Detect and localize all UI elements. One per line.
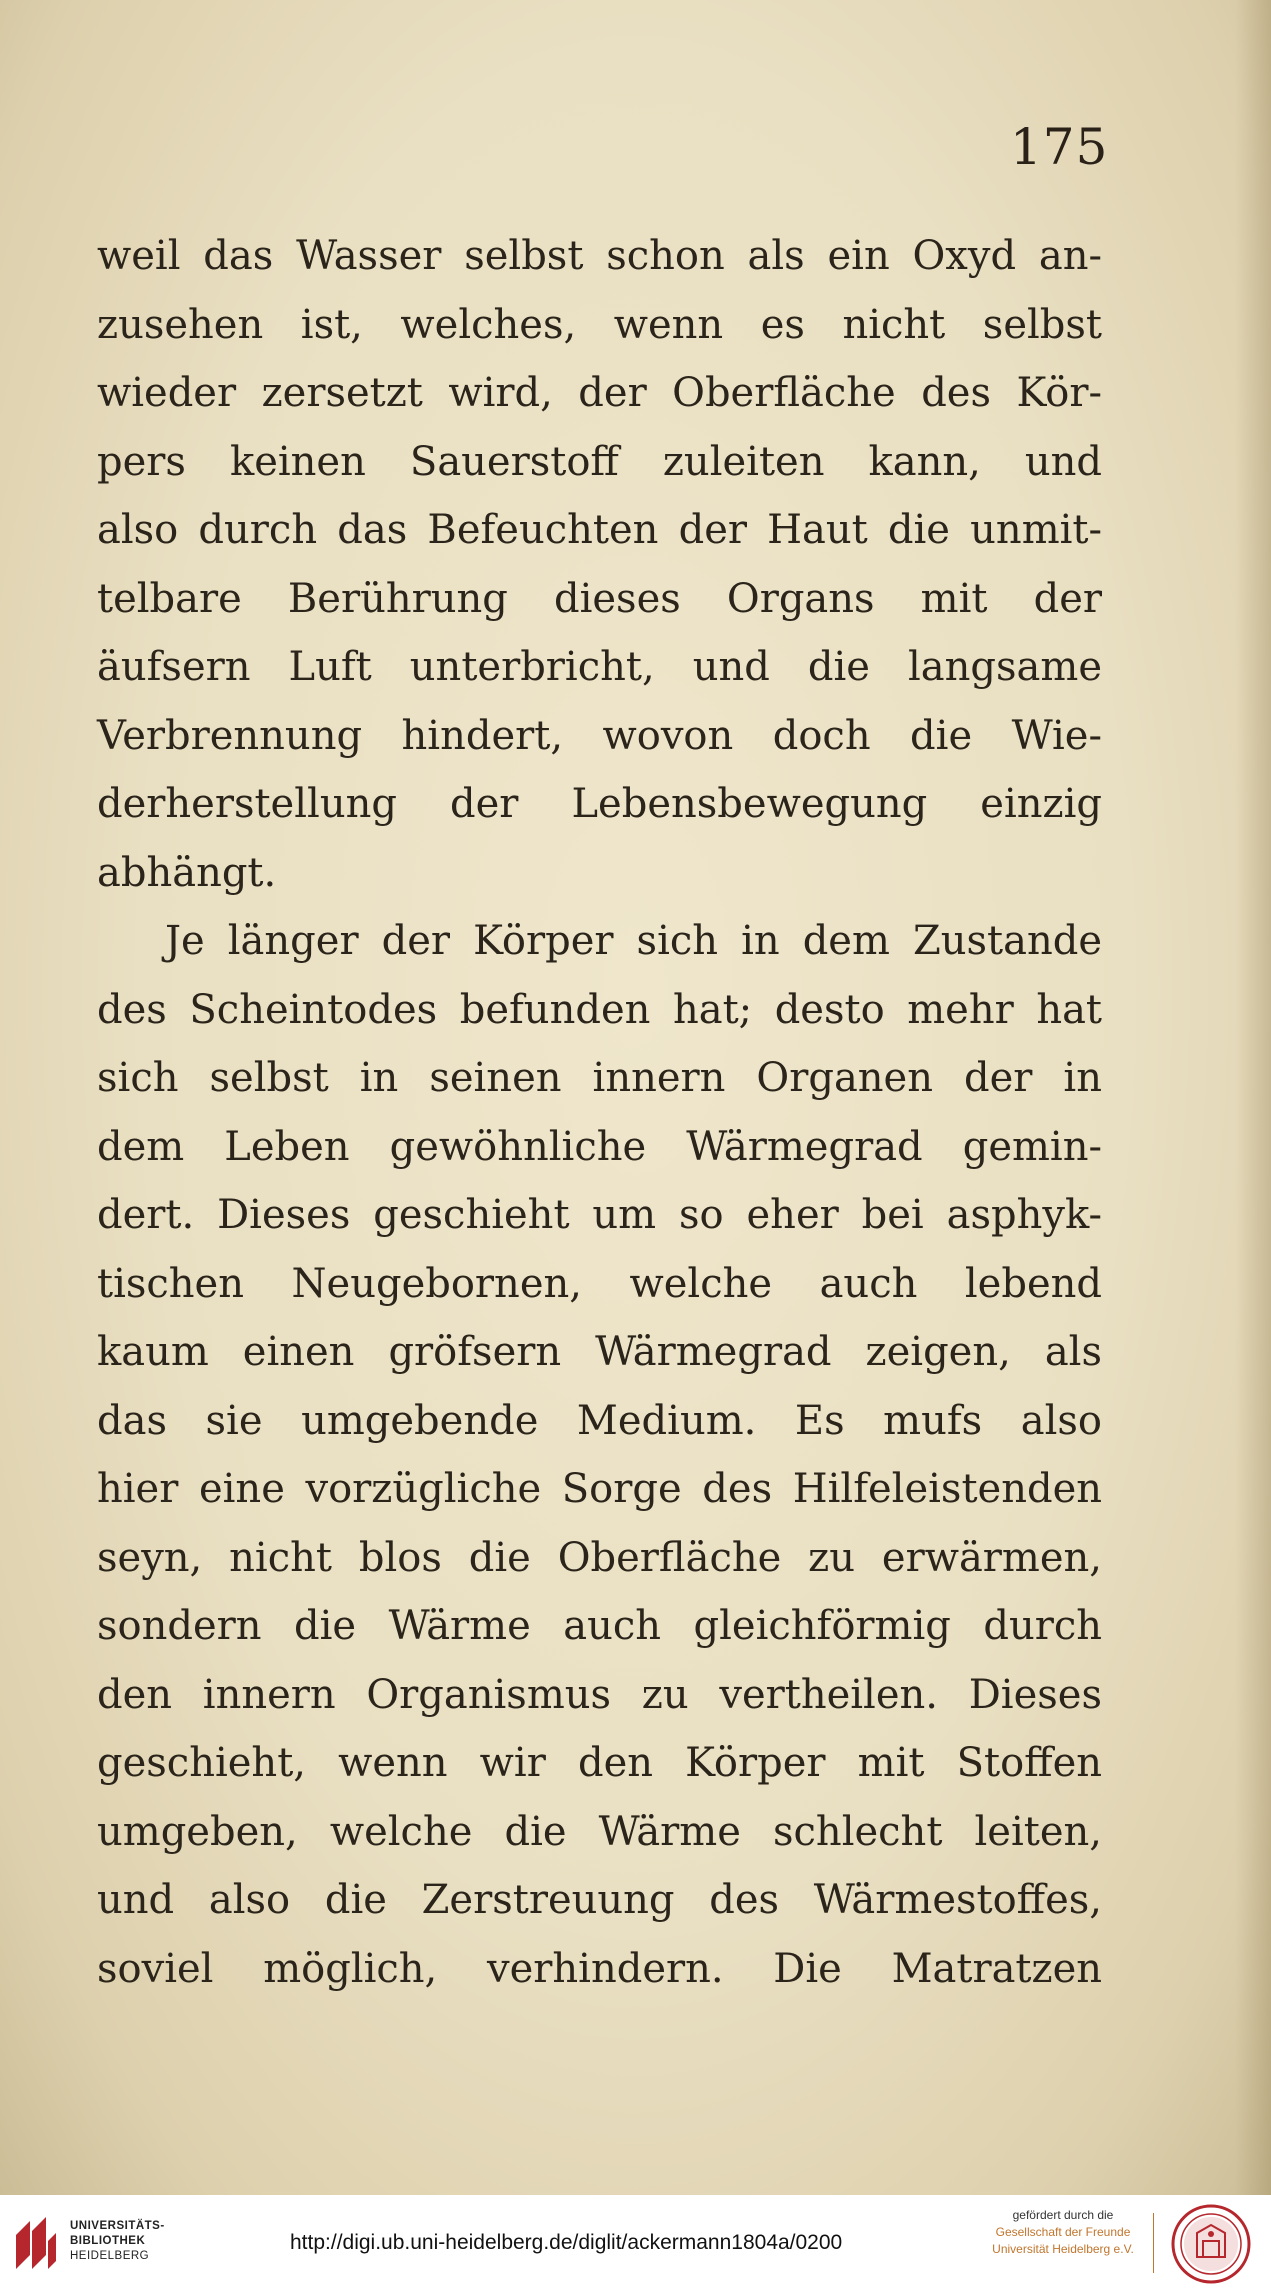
text-line: Verbrennung hindert, wovon doch die Wie- xyxy=(97,712,1102,759)
text-line: weil das Wasser selbst schon als ein Oxyd an- xyxy=(97,233,1102,279)
sponsor-credit xyxy=(983,2207,1143,2258)
text-line: abhängt. xyxy=(97,849,277,896)
paragraph-start-line: Je länger der Körper sich in dem Zustande xyxy=(165,918,1102,964)
text-line: tischen Neugebornen, welche auch lebend xyxy=(97,1260,1102,1307)
library-name-line: BIBLIOTHEK xyxy=(70,2235,146,2247)
sponsor-label: gefördert durch die xyxy=(1012,2208,1114,2222)
text-line: dem Leben gewöhnliche Wärmegrad gemin- xyxy=(97,1123,1102,1170)
text-line: äufsern Luft unterbricht, und die langsame xyxy=(97,644,1102,690)
text-line: den innern Organismus zu vertheilen. Dieses xyxy=(97,1671,1102,1718)
text-line: umgeben, welche die Wärme schlecht leiten, xyxy=(97,1808,1102,1855)
sponsor-org-line: Universität Heidelberg e.V. xyxy=(992,2242,1134,2256)
page-number: 175 xyxy=(1010,118,1109,176)
library-logo-icon xyxy=(12,2211,58,2273)
library-name-line: HEIDELBERG xyxy=(70,2250,150,2262)
footer-bar xyxy=(0,2195,1271,2289)
permalink-url[interactable]: http://digi.ub.uni-heidelberg.de/diglit/ackermann1804a/0200 xyxy=(290,2231,843,2254)
text-line: pers keinen Sauerstoff zuleiten kann, und xyxy=(97,438,1102,485)
text-line: also durch das Befeuchten der Haut die unmit- xyxy=(97,507,1102,553)
sponsor-divider xyxy=(1153,2213,1154,2273)
text-line: dert. Dieses geschieht um so eher bei asphyk- xyxy=(97,1192,1102,1238)
library-name xyxy=(70,2219,165,2264)
text-line: wieder zersetzt wird, der Oberfläche des Kör- xyxy=(97,370,1102,416)
text-line: seyn, nicht blos die Oberfläche zu erwärmen, xyxy=(97,1534,1102,1581)
text-line: derherstellung der Lebensbewegung einzig xyxy=(97,781,1102,827)
university-seal-icon xyxy=(1170,2203,1252,2285)
body-text xyxy=(97,222,1102,2003)
text-line: des Scheintodes befunden hat; desto mehr hat xyxy=(97,986,1102,1033)
text-line: telbare Berührung dieses Organs mit der xyxy=(97,575,1102,622)
text-line: sich selbst in seinen innern Organen der in xyxy=(97,1055,1102,1101)
text-line: hier eine vorzügliche Sorge des Hilfeleistenden xyxy=(97,1466,1102,1512)
text-line: kaum einen gröfsern Wärmegrad zeigen, als xyxy=(97,1329,1102,1375)
text-line: soviel möglich, verhindern. Die Matratzen xyxy=(97,1945,1102,1992)
text-line: sondern die Wärme auch gleichförmig durch xyxy=(97,1603,1102,1649)
library-name-line: UNIVERSITÄTS- xyxy=(70,2220,165,2232)
text-line: geschieht, wenn wir den Körper mit Stoffen xyxy=(97,1740,1102,1786)
text-line: und also die Zerstreuung des Wärmestoffes, xyxy=(97,1877,1102,1923)
sponsor-org-line: Gesellschaft der Freunde xyxy=(995,2225,1131,2239)
text-line: zusehen ist, welches, wenn es nicht selbst xyxy=(97,301,1102,348)
text-line: das sie umgebende Medium. Es mufs also xyxy=(97,1397,1102,1444)
